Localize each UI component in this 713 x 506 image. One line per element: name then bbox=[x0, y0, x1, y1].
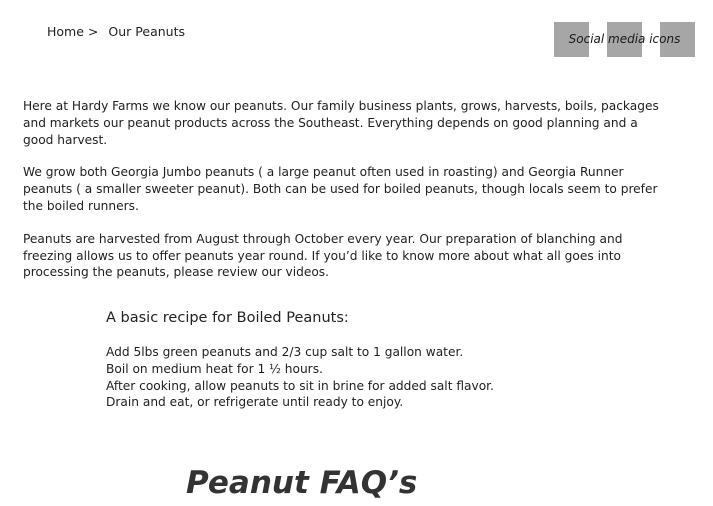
recipe-title: A basic recipe for Boiled Peanuts: bbox=[106, 310, 349, 326]
recipe-step: Drain and eat, or refrigerate until ready to enjoy. bbox=[106, 395, 404, 410]
intro-content bbox=[23, 98, 663, 297]
recipe-steps bbox=[106, 344, 626, 411]
recipe-step: After cooking, allow peanuts to sit in brine for added salt flavor. bbox=[106, 378, 494, 393]
breadcrumb-current: Our Peanuts bbox=[108, 24, 185, 39]
recipe-step: Boil on medium heat for 1 ½ hours. bbox=[106, 361, 323, 376]
breadcrumb bbox=[47, 24, 185, 39]
social-media-icons bbox=[554, 22, 695, 57]
recipe-section bbox=[106, 310, 626, 411]
social-media-label: Social media icons bbox=[568, 32, 681, 46]
breadcrumb-home-link[interactable]: Home bbox=[47, 24, 84, 39]
intro-paragraph-1: Here at Hardy Farms we know our peanuts. Our family business plants, grows, harvests, boils, packages and markets our peanut products across the Southeast. Everything depends on good planning and a good harvest. bbox=[23, 99, 659, 147]
intro-paragraph-2: We grow both Georgia Jumbo peanuts ( a large peanut often used in roasting) and Georgia Runner peanuts ( a smaller sweeter peanut). Both can be used for boiled peanuts, though locals seem to prefer the boiled runners. bbox=[23, 165, 658, 213]
recipe-step: Add 5lbs green peanuts and 2/3 cup salt to 1 gallon water. bbox=[106, 345, 464, 359]
intro-paragraph-3: Peanuts are harvested from August through October every year. Our preparation of blanching and freezing allows us to offer peanuts year round. If you’d like to know more about what all goes into processing the peanuts, please review our videos. bbox=[23, 231, 623, 280]
breadcrumb-separator: > bbox=[87, 24, 99, 39]
faq-heading: Peanut FAQ’s bbox=[186, 464, 418, 501]
